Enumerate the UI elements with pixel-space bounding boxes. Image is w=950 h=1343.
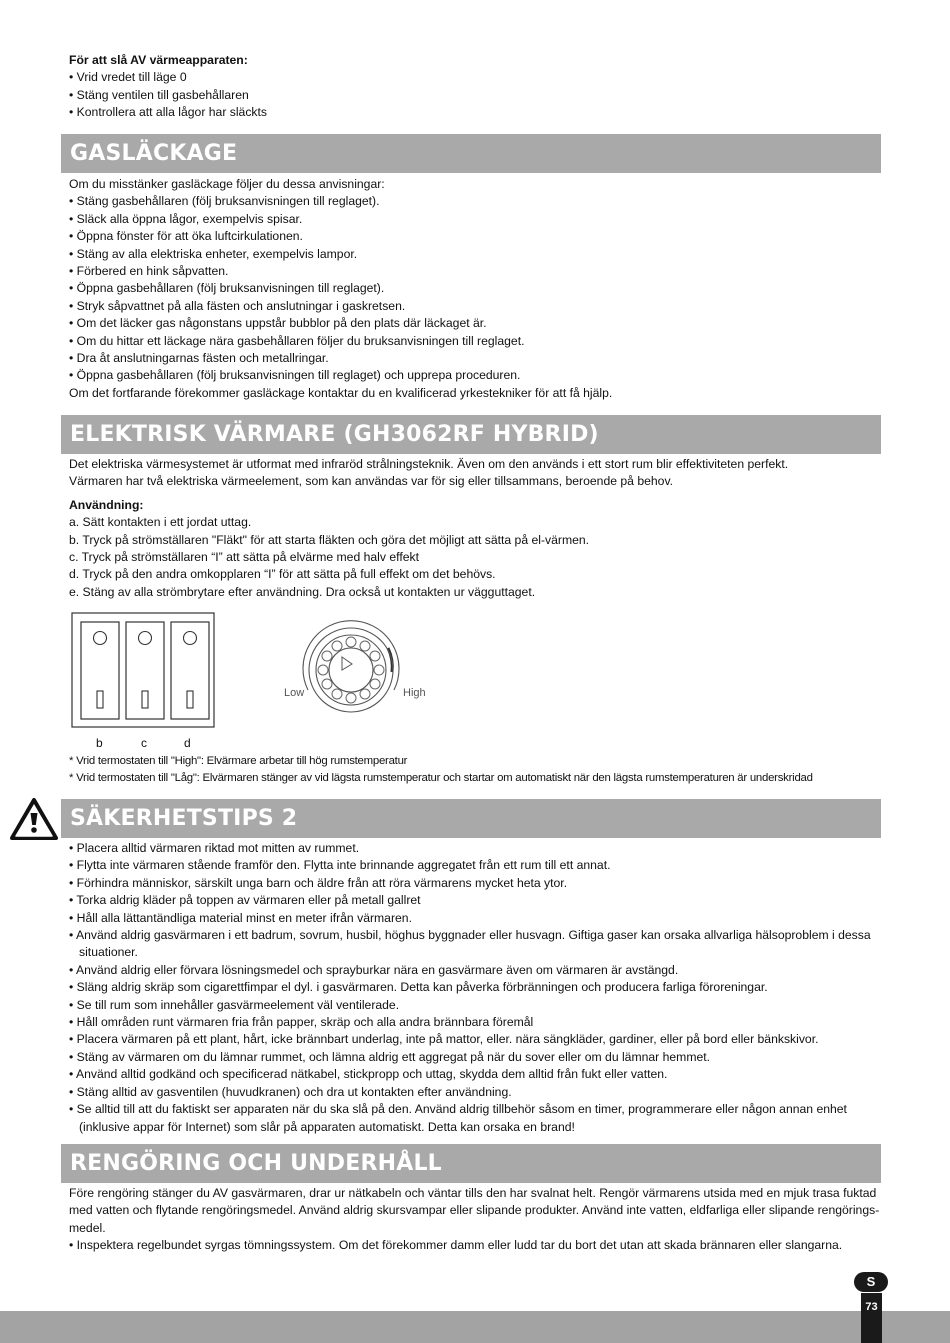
list-item: • Håll alla lättantändliga material minst en meter ifrån värmaren. [69, 910, 412, 925]
list-item: • Öppna gasbehållaren (följ bruksanvisningen till reglaget) och upprepa proceduren. [69, 368, 521, 383]
usage-heading: Användning: [69, 497, 144, 512]
cleaning-title: RENGÖRING OCH UNDERHÅLL [61, 1144, 881, 1183]
list-item: • Förbered en hink såpvatten. [69, 264, 229, 279]
list-item: • Placera värmaren på ett plant, hårt, icke brännbart underlag, inte på mattor, eller. nära sängkläder, gardiner, eller på bord eller bänkskivor. [69, 1032, 819, 1047]
safety-tips-title: SÄKERHETSTIPS 2 [61, 799, 881, 838]
switch-d [171, 622, 209, 719]
list-item: • Stäng alltid av gasventilen (huvudkranen) och dra ut kontakten efter användning. [69, 1084, 512, 1099]
electric-intro-1: Det elektriska värmesystemet är utformat med infraröd strålningsteknik. Även om den används i ett stort rum blir effektiviteten perfekt. [69, 457, 789, 471]
gas-leak-section [69, 176, 881, 402]
list-item: • Stäng gasbehållaren (följ bruksanvisningen till reglaget). [69, 194, 380, 209]
list-item: • Inspektera regelbundet syrgas tömningssystem. Om det förekommer damm eller ludd tar du bort det utan att skada brännaren eller slangarna. [69, 1238, 843, 1253]
list-item: • Stäng ventilen till gasbehållaren [69, 87, 249, 102]
cleaning-paragraph: Före rengöring stänger du AV gasvärmaren, drar ur nätkabeln och väntar tills den har svalnat helt. Rengör värmarens utsida med en mjuk trasa fuktad med vatten och flytande rengöringsmedel. Använd aldrig skursvampar eller slipande produkter. Använd inte vatten, eldfarliga eller slipande rengörings-medel. [69, 1186, 880, 1235]
usage-step: d. Tryck på den andra omkopplaren “I” för att sätta på full effekt om det behövs. [69, 567, 496, 582]
warning-triangle-icon [9, 797, 59, 841]
switch-b [81, 622, 119, 719]
list-item: • Om du hittar ett läckage nära gasbehållaren följer du bruksanvisningen till reglaget. [69, 333, 525, 348]
switch-label-c: c [141, 736, 147, 750]
footer-bar [0, 1311, 950, 1343]
list-item: • Stryk såpvattnet på alla fästen och anslutningar i gaskretsen. [69, 298, 406, 313]
turn-off-heading: För att slå AV värmeapparaten: [69, 53, 248, 67]
usage-step: e. Stäng av alla strömbrytare efter användning. Dra också ut kontakten ur vägguttaget. [69, 584, 536, 599]
dial-low-label: Low [284, 687, 305, 699]
thermostat-note-low: * Vrid termostaten till "Låg": Elvärmaren stänger av vid lägsta rumstemperatur och startar om automatiskt när den lägsta rumstemperaturen är underskridad [69, 772, 813, 785]
usage-step: b. Tryck på strömställaren "Fläkt" för att starta fläkten och göra det möjligt att sätta på el-värmen. [69, 532, 590, 547]
thermostat-notes [69, 753, 881, 788]
list-item: • Om det läcker gas någonstans uppstår bubblor på den plats där läckaget är. [69, 316, 487, 331]
list-item: • Använd alltid godkänd och specificerad nätkabel, stickpropp och uttag, skydda dem alltid från fukt eller vatten. [69, 1067, 668, 1082]
gas-leak-title: GASLÄCKAGE [61, 134, 881, 173]
gas-leak-intro: Om du misstänker gasläckage följer du dessa anvisningar: [69, 177, 385, 191]
usage-step: a. Sätt kontakten i ett jordat uttag. [69, 515, 252, 530]
list-item: • Se alltid till att du faktiskt ser apparaten när du ska slå på den. Använd aldrig tillbehör såsom en timer, programmerare eller någon annan enhet (inklusive appar för Internet) som slår på apparaten automatiskt. Detta kan orsaka en brand! [69, 1102, 847, 1134]
list-item: • Placera alltid värmaren riktad mot mitten av rummet. [69, 841, 360, 855]
list-item: • Stäng av alla elektriska enheter, exempelvis lampor. [69, 246, 358, 261]
list-item: • Använd aldrig eller förvara lösningsmedel och sprayburkar nära en gasvärmare även om värmaren är avstängd. [69, 962, 679, 977]
list-item: • Släng aldrig skräp som cigarettfimpar el dyl. i gasvärmaren. Detta kan påverka förbränningen och producera farliga föroreningar. [69, 980, 768, 995]
list-item: • Håll områden runt värmaren fria från papper, skräp och alla andra brännbara föremål [69, 1015, 534, 1030]
page-number: 73 [865, 1301, 878, 1313]
electric-intro-2: Värmaren har två elektriska värmeelement, som kan användas var för sig eller tillsammans, beroende på behov. [69, 474, 674, 489]
list-item: • Flytta inte värmaren stående framför den. Flytta inte brinnande aggregatet från ett rum till ett annat. [69, 858, 611, 873]
dial-high-label: High [403, 687, 426, 699]
list-item: • Torka aldrig kläder på toppen av värmaren eller på metall gallret [69, 893, 421, 908]
list-item: • Dra åt anslutningarnas fästen och metallringar. [69, 351, 329, 366]
usage-step: c. Tryck på strömställaren “I” att sätta på elvärme med halv effekt [69, 550, 419, 565]
cleaning-section [69, 1185, 881, 1255]
thermostat-note-high: * Vrid termostaten till "High": Elvärmare arbetar till hög rumstemperatur [69, 755, 408, 767]
thermostat-dial-diagram [296, 612, 406, 722]
list-item: • Använd aldrig gasvärmaren i ett badrum, sovrum, husbil, höghus byggnader eller husvagn. Giftiga gaser kan orsaka allvarliga hälsoproblem i dessa situationer. [69, 928, 871, 960]
safety-tips-section [69, 840, 881, 1136]
switch-c [126, 622, 164, 719]
switch-panel-diagram [71, 612, 219, 732]
list-item: • Öppna gasbehållaren (följ bruksanvisningen till reglaget). [69, 281, 385, 296]
list-item: • Se till rum som innehåller gasvärmeelement väl ventilerade. [69, 997, 400, 1012]
list-item: • Kontrollera att alla lågor har släckts [69, 105, 268, 120]
list-item: • Vrid vredet till läge 0 [69, 70, 187, 85]
language-badge: S [854, 1272, 888, 1292]
turn-off-section [69, 52, 881, 122]
switch-label-d: d [184, 736, 191, 750]
gas-leak-closing: Om det fortfarande förekommer gasläckage kontaktar du en kvalificerad yrkestekniker för att få hjälp. [69, 385, 613, 400]
list-item: • Förhindra människor, särskilt unga barn och äldre från att röra värmarens mycket heta ytor. [69, 875, 568, 890]
list-item: • Släck alla öppna lågor, exempelvis spisar. [69, 211, 303, 226]
list-item: • Stäng av värmaren om du lämnar rummet, och lämna aldrig ett aggregat på när du sover eller om du lämnar hemmet. [69, 1049, 711, 1064]
electric-heater-section [69, 456, 881, 601]
electric-heater-title: ELEKTRISK VÄRMARE (GH3062RF HYBRID) [61, 415, 881, 454]
switch-label-b: b [96, 736, 103, 750]
list-item: • Öppna fönster för att öka luftcirkulationen. [69, 229, 303, 244]
